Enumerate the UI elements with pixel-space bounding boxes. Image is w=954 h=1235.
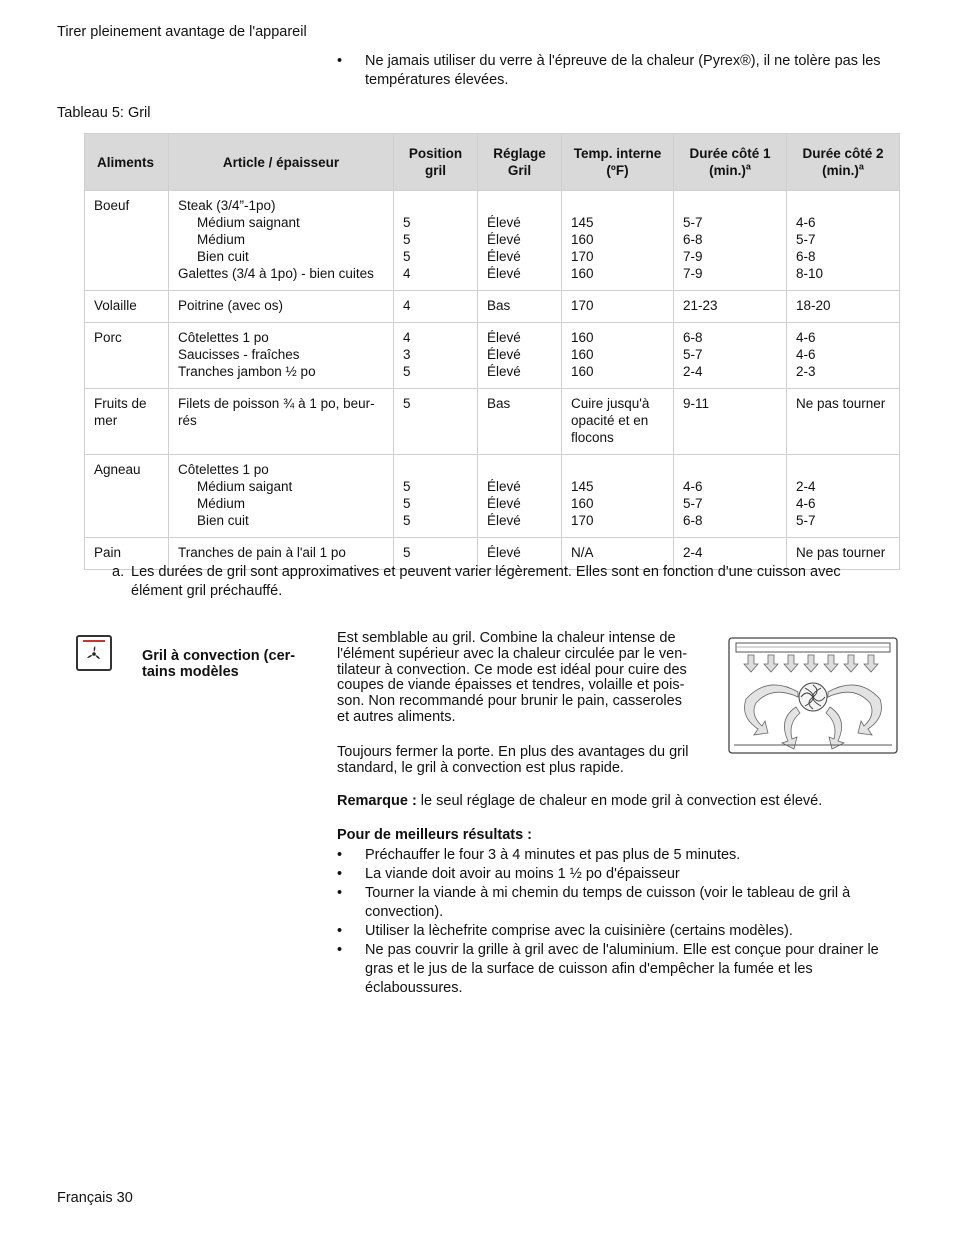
list-item: • Préchauffer le four 3 à 4 minutes et pas plus de 5 minutes. [337,846,899,865]
table-footnote [112,563,872,601]
table-cell: Tranches de pain à l'ail 1 po [169,538,394,570]
table-cell: 5 [394,538,478,570]
remark-text: le seul réglage de chaleur en mode gril à convection est élevé. [416,793,823,809]
table-cell: 145 160 170 160 [562,191,674,291]
table-cell: Agneau [85,455,169,538]
table-cell: Steak (3/4”-1po) Médium saignant Médium Bien cuit Galettes (3/4 à 1po) - bien cuites [169,191,394,291]
list-item: • Utiliser la lèchefrite comprise avec la cuisinière (certains modèles). [337,922,899,941]
broil-table [84,133,900,570]
table-cell: 160 160 160 [562,323,674,389]
table-cell: 4 3 5 [394,323,478,389]
table-caption: Tableau 5: Gril [57,105,151,121]
table-cell: Fruits de mer [85,389,169,455]
convection-mode-title: Gril à convection (cer- tains modèles [142,648,296,680]
remark-label: Remarque : [337,793,417,809]
convection-paragraph: Toujours fermer la porte. En plus des avantages du gril standard, le gril à convection est plus rapide. [337,744,689,776]
remark-note [337,793,897,809]
table-cell: Boeuf [85,191,169,291]
header-aliments: Aliments [85,134,169,191]
table-cell: 2-4 4-6 5-7 [787,455,900,538]
footnote-text: Les durées de gril sont approximatives et peuvent varier légèrement. Elles sont en fonction d'une cuisson avec élément gril préchauffé. [131,564,841,599]
header-position: Position gril [394,134,478,191]
table-row [85,291,900,323]
list-item: • Tourner la viande à mi chemin du temps de cuisson (voir le tableau de gril à convection). [337,884,899,922]
table-cell: 9-11 [674,389,787,455]
table-cell: Élevé Élevé Élevé [478,323,562,389]
table-cell: Ne pas tourner [787,538,900,570]
table-cell: Bas [478,389,562,455]
best-results-list [337,846,899,998]
table-cell: Porc [85,323,169,389]
table-cell: 5 5 5 4 [394,191,478,291]
table-cell: 5 [394,389,478,455]
table-header-row [85,134,900,191]
table-cell: Volaille [85,291,169,323]
header-article: Article / épaisseur [169,134,394,191]
best-results-title: Pour de meilleurs résultats : [337,827,533,843]
table-cell: N/A [562,538,674,570]
table-cell: 4-6 5-7 6-8 8-10 [787,191,900,291]
oven-airflow-illustration [728,637,898,754]
table-cell: Cuire jusqu'à opacité et en flocons [562,389,674,455]
header-reglage: Réglage Gril [478,134,562,191]
convection-broil-icon [76,635,112,671]
table-cell: Filets de poisson ¾ à 1 po, beur- rés [169,389,394,455]
footnote-mark: a. [112,564,125,580]
list-item: • La viande doit avoir au moins 1 ½ po d'épaisseur [337,865,899,884]
table-cell: 5 5 5 [394,455,478,538]
convection-description: Est semblable au gril. Combine la chaleur intense de l'élément supérieur avec la chaleur circulée par le ven- tilateur à convection. Ce mode est idéal pour cuire des coupes de viande épaisses et tendres, volaille et pois- son. Non recommandé pour brunir le pain, casseroles et autres aliments. [337,630,688,725]
table-row [85,389,900,455]
table-row [85,455,900,538]
table-cell: 4-6 5-7 6-8 [674,455,787,538]
table-cell: Ne pas tourner [787,389,900,455]
page-footer: Français 30 [57,1190,133,1206]
table-cell: 21-23 [674,291,787,323]
header-cote1: Durée côté 1 $(\min.)^a$ [674,134,787,191]
table-cell: Poitrine (avec os) [169,291,394,323]
table-row [85,191,900,291]
table-cell: 6-8 5-7 2-4 [674,323,787,389]
table-cell: Élevé [478,538,562,570]
list-item: • Ne pas couvrir la grille à gril avec de l'aluminium. Elle est conçue pour drainer le gras et le jus de la surface de cuisson afin d'empêcher la fumée et les éclaboussures. [337,941,899,998]
table-cell: 2-4 [674,538,787,570]
table-cell: 145 160 170 [562,455,674,538]
table-cell: Élevé Élevé Élevé [478,455,562,538]
header-cote2: Durée côté 2 $(\min.)^a$ [787,134,900,191]
table-cell: Côtelettes 1 po Saucisses - fraîches Tranches jambon ½ po [169,323,394,389]
table-cell: 5-7 6-8 7-9 7-9 [674,191,787,291]
table-cell: 170 [562,291,674,323]
table-row [85,323,900,389]
header-temp: Temp. interne (ºF) [562,134,674,191]
table-cell: 4-6 4-6 2-3 [787,323,900,389]
table-cell: Bas [478,291,562,323]
table-cell: 18-20 [787,291,900,323]
table-cell: Côtelettes 1 po Médium saigant Médium Bien cuit [169,455,394,538]
table-cell: Pain [85,538,169,570]
list-item: • Ne jamais utiliser du verre à l'épreuve de la chaleur (Pyrex®), il ne tolère pas les températures élevées. [337,52,899,90]
page-header-title: Tirer pleinement avantage de l'appareil [57,24,307,40]
table-cell: Élevé Élevé Élevé Élevé [478,191,562,291]
warning-bullet-list [337,52,899,90]
table-cell: 4 [394,291,478,323]
